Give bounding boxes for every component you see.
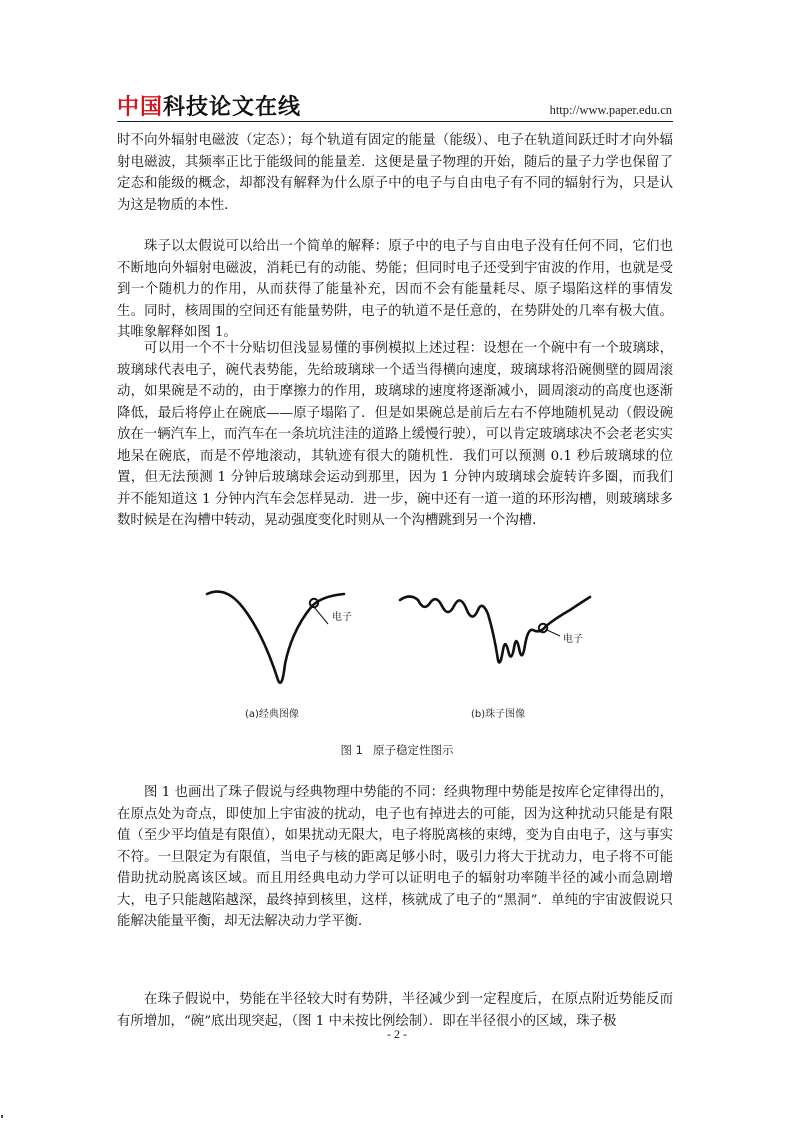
header-url[interactable]: http://www.paper.edu.cn bbox=[549, 103, 672, 117]
logo-black-text: 科技论文在线 bbox=[163, 95, 302, 120]
figure-caption bbox=[0, 742, 794, 758]
site-logo bbox=[117, 96, 301, 120]
subcaption-a: (a)经典图像 bbox=[245, 709, 299, 720]
paragraph-2: 珠子以太假说可以给出一个简单的解释：原子中的电子与自由电子没有任何不同，它们也不断地向外辐射电磁波，消耗已有的动能、势能；但同时电子还受到宇宙波的作用，也就是受到一个随机力的作用，从而获得了能量补充，因而不会有能量耗尽、原子塌陷这样的事情发生。同时，核周围的空间还有能量势阱，电子的轨道不是任意的，在势阱处的几率有极大值。其唯象解释如图 1。 bbox=[117, 239, 673, 340]
logo-red-text: 中国 bbox=[117, 95, 164, 120]
page-number: - 2 - bbox=[387, 1027, 407, 1041]
paragraph-1: 时不向外辐射电磁波（定态）；每个轨道有固定的能量（能级）、电子在轨道间跃迁时才向外辐射电磁波，其频率正比于能级间的能量差．这便是量子物理的开始，随后的量子力学也保留了定态和能级的概念，却都没有解释为什么原子中的电子与自由电子有不同的辐射行为，只是认为这是物质的本性． bbox=[117, 133, 673, 213]
pointer-line-a bbox=[314, 607, 328, 624]
paragraph-4: 图 1 也画出了珠子假说与经典物理中势能的不同：经典物理中势能是按库仑定律得出的，在原点处为奇点，即使加上宇宙波的扰动，电子也有掉进去的可能，因为这种扰动只能是有限值（至少平均值是有限值），如果扰动无限大，电子将脱离核的束缚，变为自由电子，这与事实不符。一旦限定为有限值，当电子与核的距离足够小时，吸引力将大于扰动力，电子将不可能借助扰动脱离该区域。而且用经典电动力学可以证明电子的辐射功率随半径的减小而急剧增大，电子只能越陷越深，最终掉到核里，这样，核就成了电子的“黑洞”．单纯的宇宙波假说只能解决能量平衡，却无法解决动力学平衡． bbox=[117, 785, 673, 929]
header-rule bbox=[117, 121, 673, 122]
figure-caption-number: 图 1 bbox=[340, 743, 363, 757]
classical-potential-curve bbox=[207, 592, 344, 683]
figure-1-diagram bbox=[200, 578, 600, 723]
page-header bbox=[117, 96, 672, 122]
electron-label-b: 电子 bbox=[563, 634, 583, 645]
subcaption-b: (b)珠子图像 bbox=[471, 709, 526, 720]
electron-label-a: 电子 bbox=[332, 612, 352, 623]
bead-potential-curve bbox=[400, 597, 590, 663]
pointer-line-b bbox=[547, 630, 560, 636]
paragraph-5: 在珠子假说中，势能在半径较大时有势阱，半径减少到一定程度后，在原点附近势能反而有所增加，“碗”底出现突起，（图 1 中未按比例绘制）．即在半径很小的区域，珠子极 bbox=[117, 992, 673, 1029]
figure-caption-text: 原子稳定性图示 bbox=[372, 743, 454, 757]
scan-mark bbox=[1, 1115, 3, 1118]
paragraph-3: 可以用一个不十分贴切但浅显易懂的事例模拟上述过程：设想在一个碗中有一个玻璃球，玻璃球代表电子，碗代表势能，先给玻璃球一个适当得横向速度，玻璃球将沿碗侧壁的圆周滚动，如果碗是不动的，由于摩擦力的作用，玻璃球的速度将逐渐减小，圆周滚动的高度也逐渐降低，最后将停止在碗底——原子塌陷了．但是如果碗总是前后左右不停地随机晃动（假设碗放在一辆汽车上，而汽车在一条坑坑洼洼的道路上缓慢行驶），可以肯定玻璃球决不会老老实实地呆在碗底，而是不停地滚动，其轨迹有很大的随机性．我们可以预测 0.1 秒后玻璃球的位置，但无法预测 1 分钟后玻璃球会运动到那里，因为 1 分钟内玻璃球会旋转许多圈，而我们并不能知道这 1 分钟内汽车会怎样晃动．进一步，碗中还有一道一道的环形沟槽，则玻璃球多数时候是在沟槽中转动，晃动强度变化时则从一个沟槽跳到另一个沟槽． bbox=[117, 341, 673, 528]
